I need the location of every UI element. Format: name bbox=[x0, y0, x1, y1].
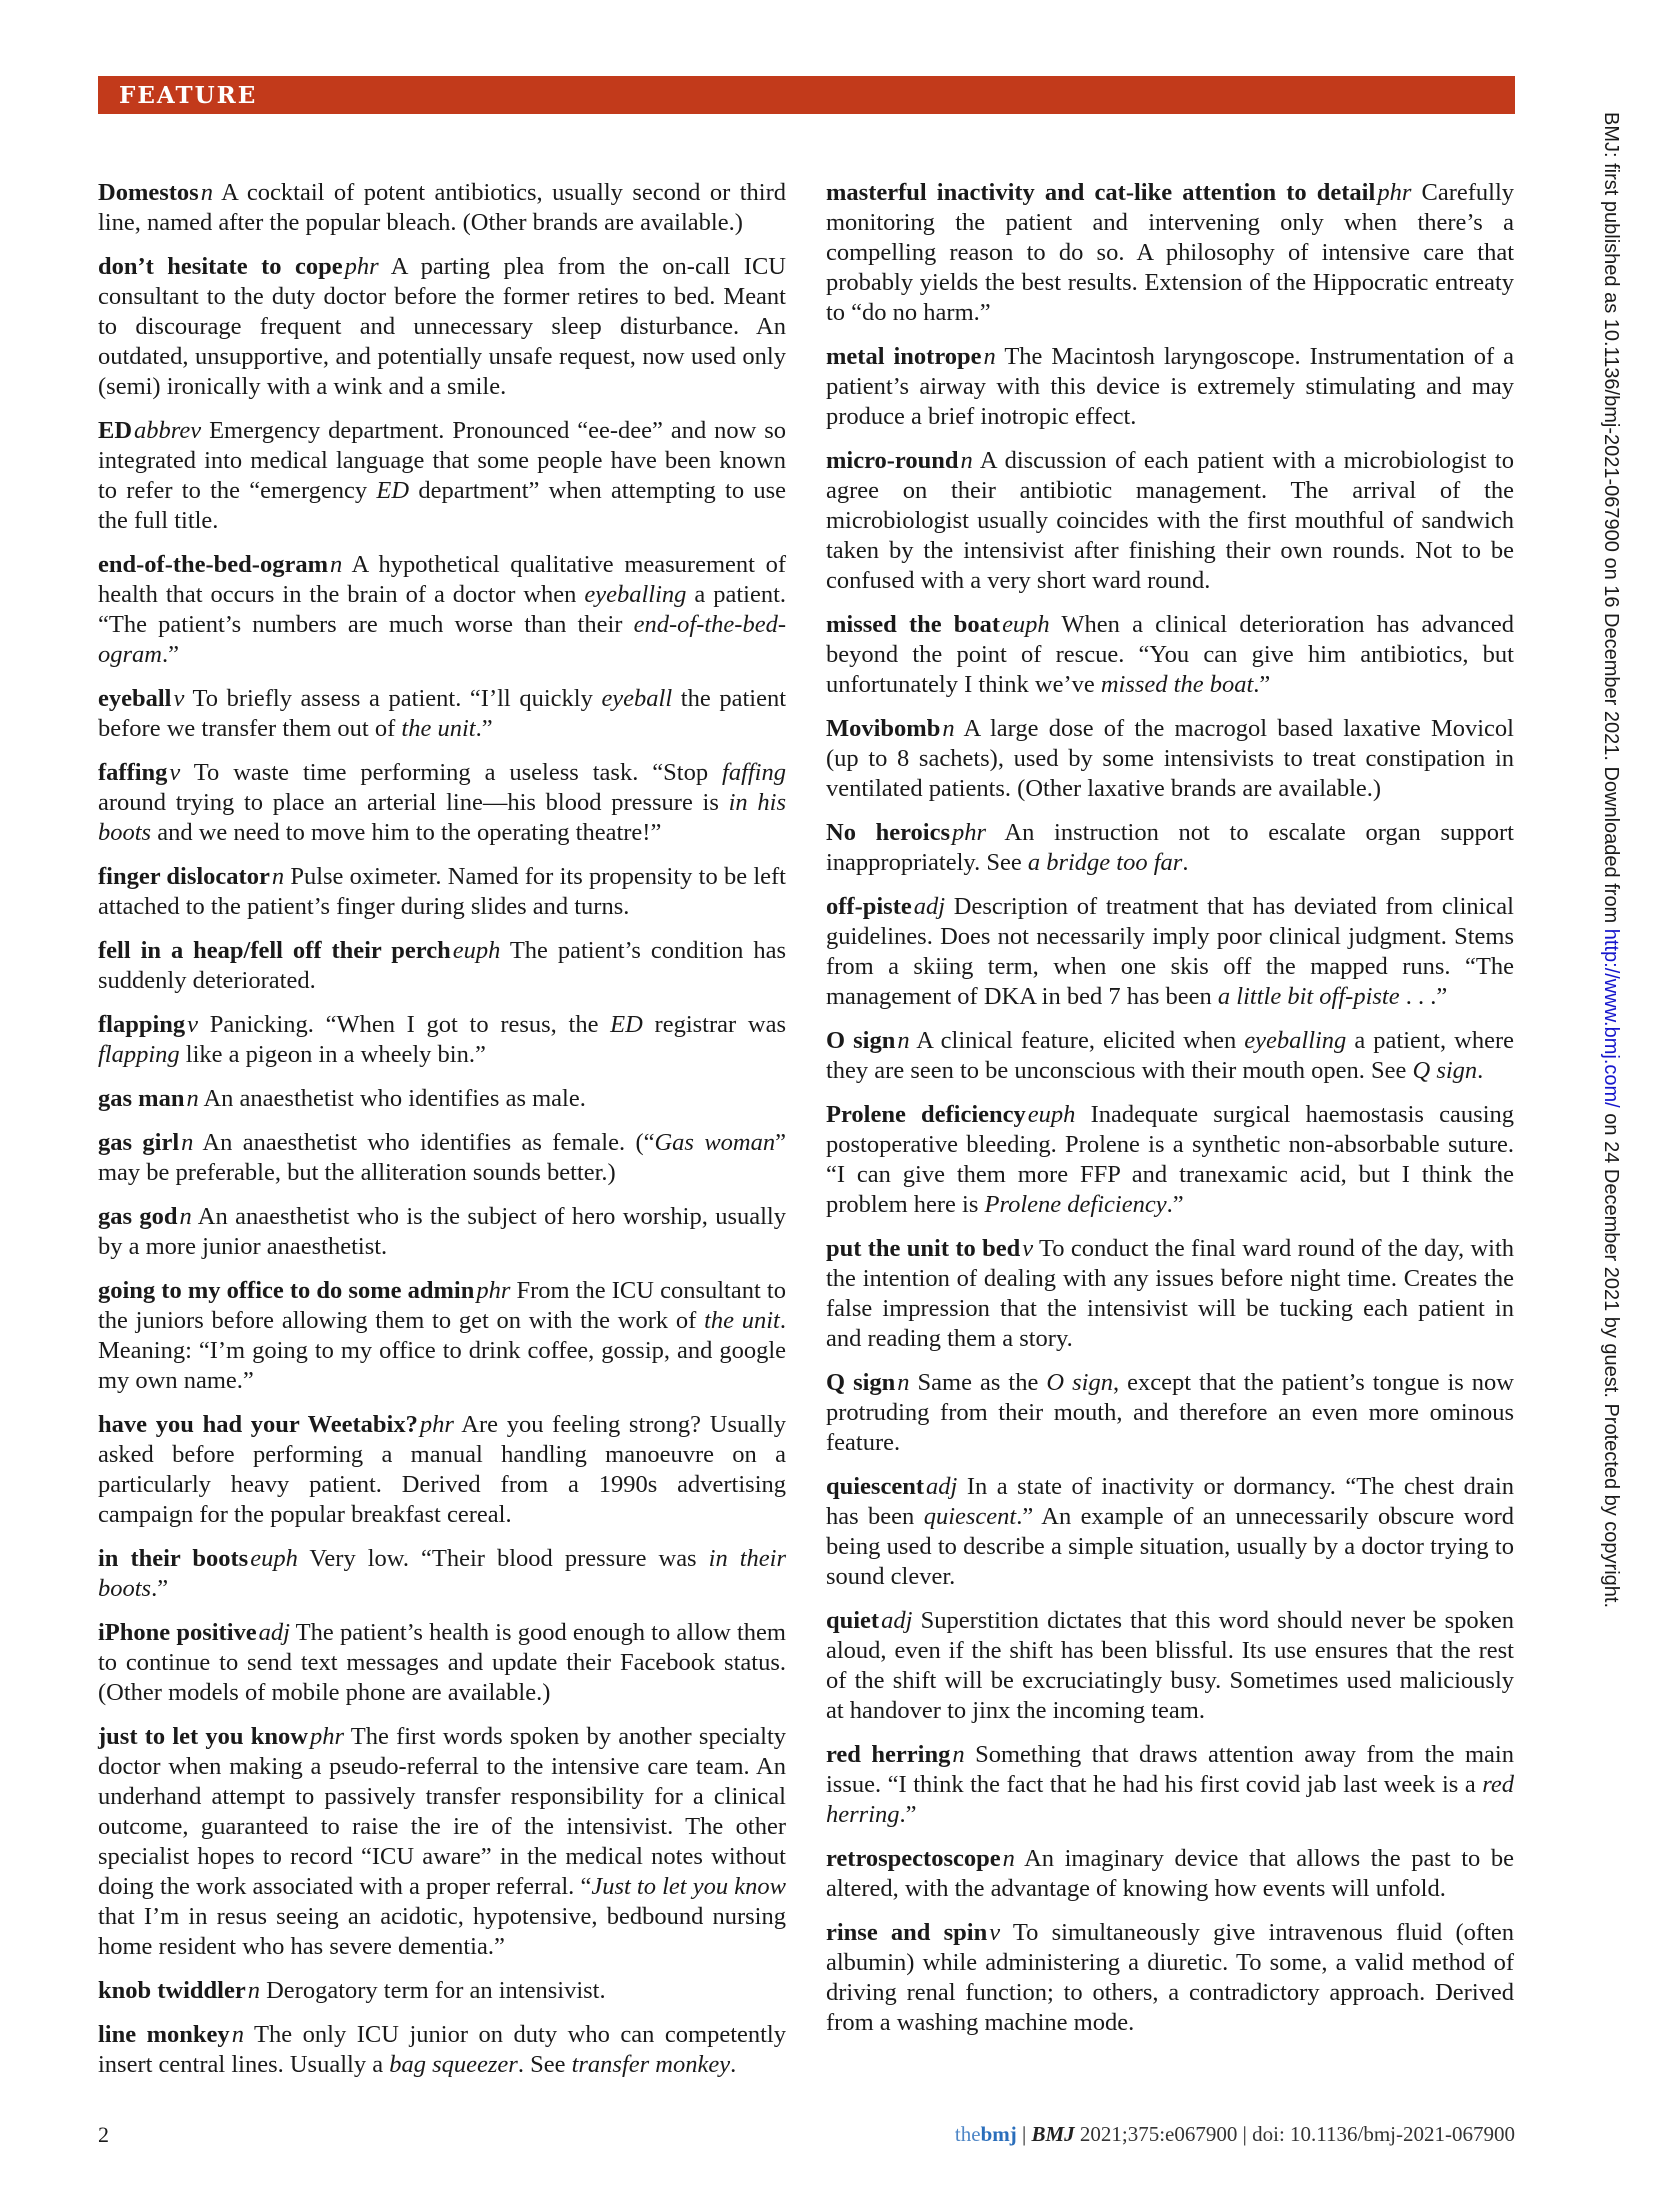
dictionary-entry bbox=[98, 1010, 786, 1070]
run-term: finger dislocator bbox=[98, 863, 270, 890]
run-term: Q sign bbox=[826, 1369, 896, 1396]
text-run: An instruction not to escalate organ support inappropriately. See bbox=[826, 819, 1514, 876]
run-i: a bridge too far bbox=[1027, 849, 1183, 876]
run-pos: phr bbox=[419, 1411, 454, 1438]
text-run: Derogatory term for an intensivist. bbox=[259, 1977, 606, 2004]
run-pos: n bbox=[181, 1129, 194, 1156]
text-run: .” bbox=[899, 1801, 917, 1828]
run-pos: phr bbox=[1377, 179, 1412, 206]
text-run: The patient’s condition has suddenly deteriorated. bbox=[98, 937, 786, 994]
dictionary-entry bbox=[98, 1976, 786, 2006]
run-term: knob twiddler bbox=[98, 1977, 246, 2004]
run-term: faffing bbox=[98, 759, 168, 786]
text-run: 2021;375:e067900 bbox=[1074, 2122, 1238, 2146]
run-term: flapping bbox=[98, 1011, 186, 1038]
run-pos: v bbox=[1022, 1235, 1034, 1262]
run-pos: adj bbox=[881, 1607, 913, 1634]
journal-citation bbox=[955, 2122, 1515, 2147]
page-footer bbox=[98, 2122, 1515, 2148]
run-term: fell in a heap/fell off their perch bbox=[98, 937, 451, 964]
run-pos: v bbox=[169, 759, 181, 786]
text-run: Carefully monitoring the patient and intervening only when there’s a compelling reason to do so. A philosophy of intensive care that probably yields the best results. Extension of the Hippocratic entreaty to “do no harm.” bbox=[826, 179, 1515, 326]
text-run: .” bbox=[161, 641, 179, 668]
text-run: The Macintosh laryngoscope. Instrumentation of a patient’s airway with this device is extremely stimulating and may produce a brief inotropic effect. bbox=[826, 343, 1514, 430]
run-term: quiescent bbox=[826, 1473, 924, 1500]
run-term: have you had your Weetabix? bbox=[98, 1411, 418, 1438]
dictionary-entry bbox=[826, 818, 1514, 878]
run-i: eyeballing bbox=[1244, 1027, 1347, 1054]
run-i: end-of-the-bed-ogram bbox=[98, 611, 786, 668]
run-pos: phr bbox=[952, 819, 987, 846]
text-run: A discussion of each patient with a microbiologist to agree on their antibiotic management. The arrival of the microbiologist usually coincides with the first mouthful of sandwich taken by the intensivist after finishing their own rounds. Not to be confused with a very short ward round. bbox=[826, 447, 1514, 594]
run-i: the unit bbox=[401, 715, 476, 742]
text-run: Superstition dictates that this word should never be spoken aloud, even if the shift has been blissful. Its use ensures that the rest of the shift will be excruciatingly busy. Sometimes used maliciously at handover to jinx the incoming team. bbox=[826, 1607, 1514, 1724]
column-left bbox=[98, 178, 786, 2094]
sidebar-copyright-notice bbox=[1599, 112, 1622, 2002]
text-run: Very low. “Their blood pressure was bbox=[297, 1545, 709, 1572]
run-term: Domestos bbox=[98, 179, 199, 206]
text-run: Pulse oximeter. Named for its propensity to be left attached to the patient’s finger during slides and turns. bbox=[98, 863, 786, 920]
run-i: faffing bbox=[722, 759, 786, 786]
dictionary-entry bbox=[826, 1234, 1514, 1354]
run-pos: phr bbox=[309, 1723, 344, 1750]
run-sep: | bbox=[1016, 2122, 1032, 2146]
text-run: A hypothetical qualitative measurement of health that occurs in the brain of a doctor when bbox=[98, 551, 786, 608]
run-term: going to my office to do some admin bbox=[98, 1277, 475, 1304]
run-i: eyeballing bbox=[584, 581, 687, 608]
text-run: .” bbox=[475, 715, 493, 742]
run-pos: abbrev bbox=[134, 417, 202, 444]
dictionary-entry bbox=[98, 1410, 786, 1530]
dictionary-entry bbox=[826, 892, 1514, 1012]
run-logo-bmj: bmj bbox=[980, 2122, 1017, 2146]
run-i: missed the boat bbox=[1100, 671, 1254, 698]
dictionary-entry bbox=[826, 342, 1514, 432]
dictionary-entry bbox=[826, 610, 1514, 700]
dictionary-entry bbox=[98, 1202, 786, 1262]
text-run: Something that draws attention away from the main issue. “I think the fact that he had his first covid jab last week is a bbox=[826, 1741, 1514, 1798]
dictionary-entry bbox=[98, 416, 786, 536]
dictionary-entry bbox=[98, 1128, 786, 1188]
text-run: on 24 December 2021 by guest. Protected by copyright. bbox=[1600, 1107, 1622, 1609]
dictionary-entry bbox=[98, 550, 786, 670]
feature-banner-label: FEATURE bbox=[119, 82, 258, 109]
text-run: The only ICU junior on duty who can competently insert central lines. Usually a bbox=[98, 2021, 786, 2078]
run-term: just to let you know bbox=[98, 1723, 308, 1750]
column-right bbox=[826, 178, 1514, 2094]
text-run: . . .” bbox=[1399, 983, 1448, 1010]
run-link[interactable]: http://www.bmj.com/ bbox=[1600, 928, 1622, 1108]
run-i: eyeball bbox=[601, 685, 673, 712]
run-term: line monkey bbox=[98, 2021, 230, 2048]
text-run: doi: 10.1136/bmj-2021-067900 bbox=[1252, 2122, 1515, 2146]
run-term: ED bbox=[98, 417, 133, 444]
run-pos: n bbox=[247, 1977, 260, 2004]
dictionary-entry bbox=[98, 1722, 786, 1962]
run-term: gas girl bbox=[98, 1129, 180, 1156]
run-pos: n bbox=[960, 447, 973, 474]
text-run: . bbox=[1182, 849, 1189, 876]
text-run: and we need to move him to the operating theatre!” bbox=[151, 819, 662, 846]
dictionary-entry bbox=[826, 178, 1514, 328]
run-term: put the unit to bed bbox=[826, 1235, 1021, 1262]
run-pos: n bbox=[1002, 1845, 1015, 1872]
text-run: Description of treatment that has deviated from clinical guidelines. Does not necessarily imply poor clinical judgment. Stems from a skiing term, when one skis off the mapped runs. “The management of DKA in bed 7 has been bbox=[826, 893, 1514, 1010]
run-term: O sign bbox=[826, 1027, 896, 1054]
run-pos: v bbox=[173, 685, 185, 712]
text-run: The patient’s health is good enough to allow them to continue to send text messages and update their Facebook status. (Other models of mobile phone are available.) bbox=[98, 1619, 786, 1706]
run-pos: adj bbox=[926, 1473, 958, 1500]
run-cite-j: BMJ bbox=[1031, 2122, 1075, 2146]
dictionary-columns bbox=[98, 178, 1515, 2094]
run-i: a little bit off-piste bbox=[1217, 983, 1400, 1010]
dictionary-entry bbox=[98, 1544, 786, 1604]
text-run: Emergency department. Pronounced “ee-dee” and now so integrated into medical language that some people have been known to refer to the “emergency bbox=[98, 417, 786, 504]
text-run: department” when attempting to use the full title. bbox=[98, 477, 786, 534]
run-i: Q sign bbox=[1412, 1057, 1478, 1084]
run-pos: n bbox=[897, 1369, 910, 1396]
run-pos: euph bbox=[1002, 611, 1050, 638]
run-i: quiescent bbox=[923, 1503, 1017, 1530]
text-run: Inadequate surgical haemostasis causing postoperative bleeding. Prolene is a synthetic non-absorbable suture. “I can give them more FFP and tranexamic acid, but I think the problem here is bbox=[826, 1101, 1514, 1218]
dictionary-entry bbox=[98, 252, 786, 402]
run-term: end-of-the-bed-ogram bbox=[98, 551, 328, 578]
text-run: The first words spoken by another specialty doctor when making a pseudo-referral to the intensive care team. An underhand attempt to passively transfer responsibility for a clinical outcome, guaranteed to raise the ire of the intensivist. The other specialist hopes to record “ICU aware” in the medical notes without doing the work associated with a proper referral. “ bbox=[98, 1723, 787, 1900]
text-run: a patient, where they are seen to be unconscious with their mouth open. See bbox=[826, 1027, 1514, 1084]
dictionary-entry bbox=[826, 1740, 1514, 1830]
text-run: A parting plea from the on-call ICU consultant to the duty doctor before the former retires to bed. Meant to discourage frequent and unnecessary sleep disturbance. An outdated, unsupportive, and potentially unsafe request, now used only (semi) ironically with a wink and a smile. bbox=[98, 253, 786, 400]
run-pos: n bbox=[983, 343, 996, 370]
text-run: . See bbox=[517, 2051, 572, 2078]
run-term: eyeball bbox=[98, 685, 172, 712]
run-term: iPhone positive bbox=[98, 1619, 257, 1646]
text-run: .” bbox=[1166, 1191, 1184, 1218]
text-run: . bbox=[1477, 1057, 1484, 1084]
dictionary-entry bbox=[826, 446, 1514, 596]
run-i: Gas woman bbox=[654, 1129, 776, 1156]
run-i: in their boots bbox=[98, 1545, 786, 1602]
text-run: In a state of inactivity or dormancy. “The chest drain has been bbox=[826, 1473, 1514, 1530]
dictionary-entry bbox=[98, 936, 786, 996]
run-pos: n bbox=[952, 1741, 965, 1768]
text-run: ” may be preferable, but the alliteration sounds better.) bbox=[98, 1129, 786, 1186]
run-pos: euph bbox=[452, 937, 501, 964]
run-pos: n bbox=[271, 863, 285, 890]
dictionary-entry bbox=[98, 178, 786, 238]
dictionary-entry bbox=[98, 862, 786, 922]
run-term: rinse and spin bbox=[826, 1919, 988, 1946]
run-term: in their boots bbox=[98, 1545, 249, 1572]
dictionary-entry bbox=[826, 1844, 1514, 1904]
text-run: When a clinical deterioration has advanced beyond the point of rescue. “You can give him antibiotics, but unfortunately I think we’ve bbox=[826, 611, 1515, 698]
run-pos: v bbox=[187, 1011, 199, 1038]
run-pos: n bbox=[942, 715, 955, 742]
text-run: . bbox=[730, 2051, 737, 2078]
run-term: missed the boat bbox=[826, 611, 1001, 638]
run-i: Prolene deficiency bbox=[984, 1191, 1167, 1218]
run-pos: euph bbox=[1027, 1101, 1076, 1128]
text-run: around trying to place an arterial line—his blood pressure is bbox=[98, 789, 729, 816]
run-pos: n bbox=[231, 2021, 244, 2048]
run-term: No heroics bbox=[826, 819, 951, 846]
run-term: masterful inactivity and cat-like attention to detail bbox=[826, 179, 1376, 206]
run-term: gas man bbox=[98, 1085, 185, 1112]
run-i: flapping bbox=[98, 1041, 180, 1068]
dictionary-entry bbox=[826, 1472, 1514, 1592]
run-pos: n bbox=[186, 1085, 199, 1112]
text-run: , except that the patient’s tongue is now protruding from their mouth, and therefore an even more ominous feature. bbox=[826, 1369, 1515, 1456]
run-pos: adj bbox=[258, 1619, 290, 1646]
run-i: bag squeezer bbox=[389, 2051, 518, 2078]
run-term: retrospectoscope bbox=[826, 1845, 1001, 1872]
run-i: in his boots bbox=[98, 789, 786, 846]
dictionary-entry bbox=[98, 1618, 786, 1708]
text-run: .” An example of an unnecessarily obscure word being used to describe a simple situation, usually by a doctor trying to sound clever. bbox=[826, 1503, 1514, 1590]
run-i: Just to let you know bbox=[591, 1873, 786, 1900]
text-run: Same as the bbox=[909, 1369, 1047, 1396]
text-run: the patient before we transfer them out of bbox=[98, 685, 786, 742]
text-run: To briefly assess a patient. “I’ll quickly bbox=[184, 685, 602, 712]
dictionary-entry bbox=[826, 1026, 1514, 1086]
run-pos: n bbox=[330, 551, 343, 578]
feature-banner bbox=[98, 76, 1515, 114]
run-term: red herring bbox=[826, 1741, 951, 1768]
text-run: An imaginary device that allows the past to be altered, with the advantage of knowing how events will unfold. bbox=[826, 1845, 1514, 1902]
dictionary-entry bbox=[98, 1084, 786, 1114]
text-run: From the ICU consultant to the juniors before allowing them to get on with the work of bbox=[98, 1277, 786, 1334]
run-pos: phr bbox=[476, 1277, 511, 1304]
run-pos: n bbox=[179, 1203, 192, 1230]
dictionary-entry bbox=[98, 758, 786, 848]
run-i: O sign bbox=[1046, 1369, 1113, 1396]
text-run: .” bbox=[151, 1575, 169, 1602]
run-pos: phr bbox=[344, 253, 379, 280]
dictionary-entry bbox=[826, 1100, 1514, 1220]
run-term: metal inotrope bbox=[826, 343, 982, 370]
run-i: ED bbox=[610, 1011, 643, 1038]
run-i: red herring bbox=[826, 1771, 1514, 1828]
text-run: An anaesthetist who identifies as male. bbox=[198, 1085, 586, 1112]
dictionary-entry bbox=[826, 1606, 1514, 1726]
run-term: Movibomb bbox=[826, 715, 941, 742]
text-run: An anaesthetist who is the subject of hero worship, usually by a more junior anaesthetist. bbox=[98, 1203, 786, 1260]
text-run: A clinical feature, elicited when bbox=[909, 1027, 1245, 1054]
run-pos: n bbox=[897, 1027, 910, 1054]
run-sep: | bbox=[1237, 2122, 1253, 2146]
dictionary-entry bbox=[826, 1918, 1514, 2038]
dictionary-entry bbox=[98, 2020, 786, 2080]
text-run: To conduct the final ward round of the day, with the intention of dealing with any issues before night time. Creates the false impression that the intensivist will be tucking each patient in and reading them a story. bbox=[826, 1235, 1514, 1352]
text-run: . Meaning: “I’m going to my office to drink coffee, gossip, and google my own name.” bbox=[98, 1307, 786, 1394]
run-term: micro-round bbox=[826, 447, 959, 474]
text-run: An anaesthetist who identifies as female. (“ bbox=[193, 1129, 655, 1156]
dictionary-entry bbox=[826, 714, 1514, 804]
text-run: a patient. “The patient’s numbers are much worse than their bbox=[98, 581, 787, 638]
text-run: Are you feeling strong? Usually asked before performing a manual handling manoeuvre on a particularly heavy patient. Derived from a 1990s advertising campaign for the popular breakfast cereal. bbox=[98, 1411, 786, 1528]
run-term: quiet bbox=[826, 1607, 880, 1634]
text-run: To waste time performing a useless task. “Stop bbox=[180, 759, 723, 786]
run-logo-the: the bbox=[954, 2122, 981, 2146]
run-pos: n bbox=[200, 179, 213, 206]
dictionary-entry bbox=[98, 1276, 786, 1396]
run-i: transfer monkey bbox=[571, 2051, 731, 2078]
dictionary-entry bbox=[826, 1368, 1514, 1458]
page-number: 2 bbox=[98, 2122, 109, 2147]
run-term: don’t hesitate to cope bbox=[98, 253, 343, 280]
run-pos: euph bbox=[250, 1545, 298, 1572]
dictionary-entry bbox=[98, 684, 786, 744]
run-i: the unit bbox=[704, 1307, 780, 1334]
run-i: ED bbox=[376, 477, 410, 504]
text-run: A large dose of the macrogol based laxative Movicol (up to 8 sachets), used by some intensivists to treat constipation in ventilated patients. (Other laxative brands are available.) bbox=[826, 715, 1514, 802]
text-run: registrar was bbox=[642, 1011, 786, 1038]
text-run: To simultaneously give intravenous fluid (often albumin) while administering a diuretic. To some, a valid method of driving renal function; to others, a contradictory approach. Derived from a washing machine mode. bbox=[826, 1919, 1515, 2036]
text-run: Panicking. “When I got to resus, the bbox=[198, 1011, 611, 1038]
text-run: A cocktail of potent antibiotics, usually second or third line, named after the popular bleach. (Other brands are available.) bbox=[98, 179, 786, 236]
run-pos: v bbox=[989, 1919, 1001, 1946]
run-pos: adj bbox=[913, 893, 946, 920]
text-run: that I’m in resus seeing an acidotic, hypotensive, bedbound nursing home resident who has severe dementia.” bbox=[98, 1903, 786, 1960]
run-term: off-piste bbox=[826, 893, 912, 920]
run-term: Prolene deficiency bbox=[826, 1101, 1026, 1128]
text-run: like a pigeon in a wheely bin.” bbox=[179, 1041, 486, 1068]
text-run: BMJ: first published as 10.1136/bmj-2021-067900 on 16 December 2021. Downloaded from bbox=[1600, 112, 1622, 929]
run-term: gas god bbox=[98, 1203, 178, 1230]
text-run: .” bbox=[1253, 671, 1271, 698]
